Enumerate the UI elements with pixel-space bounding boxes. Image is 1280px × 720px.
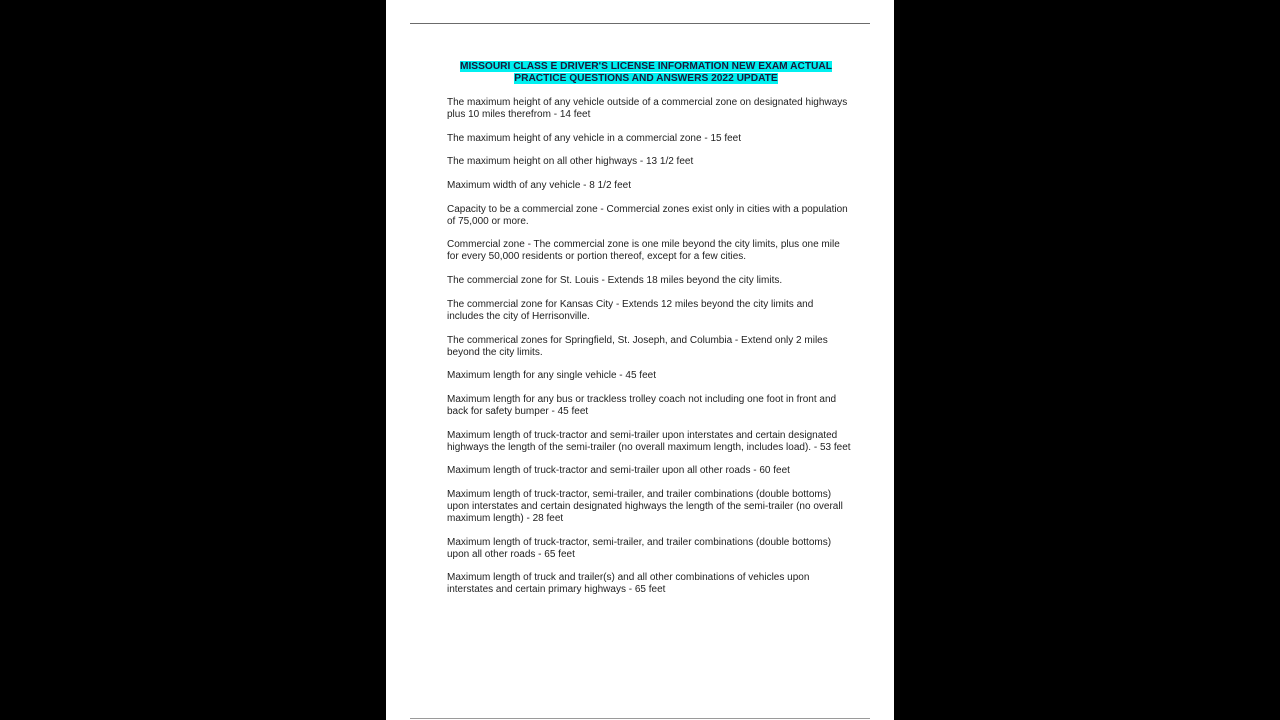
qa-item: Maximum length of truck-tractor and semi-trailer upon all other roads - 60 feet	[447, 465, 790, 477]
footer-divider	[410, 718, 870, 719]
qa-item: Commercial zone - The commercial zone is one mile beyond the city limits, plus one mile for every 50,000 residents or portion thereof, except for a few cities.	[447, 239, 840, 263]
title-line-1: MISSOURI CLASS E DRIVER'S LICENSE INFORMATION NEW EXAM ACTUAL	[459, 61, 832, 72]
qa-item: Maximum length of truck-tractor, semi-trailer, and trailer combinations (double bottoms) upon all other roads - 65 feet	[447, 536, 832, 560]
qa-item: The commercial zone for Kansas City - Extends 12 miles beyond the city limits and includes the city of Herrisonville.	[447, 298, 814, 322]
qa-item: The maximum height of any vehicle in a commercial zone - 15 feet	[447, 132, 742, 144]
qa-item: The maximum height on all other highways - 13 1/2 feet	[447, 156, 694, 168]
qa-item: The maximum height of any vehicle outside of a commercial zone on designated highways plus 10 miles therefrom - 14 feet	[447, 97, 848, 120]
title-line-2: PRACTICE QUESTIONS AND ANSWERS 2022 UPDATE	[514, 73, 778, 84]
document-page	[386, 0, 894, 720]
qa-item: Maximum length of truck-tractor and semi-trailer upon interstates and certain designated highways the length of the semi-trailer (no overall maximum length, includes load). - 53 feet	[447, 429, 851, 453]
qa-item: Maximum length of truck and trailer(s) and all other combinations of vehicles upon interstates and certain primary highways - 65 feet	[447, 572, 810, 596]
qa-item: Maximum length of truck-tractor, semi-trailer, and trailer combinations (double bottoms) upon interstates and certain designated highways the length of the semi-trailer (no overall maximum length) - 28 feet	[447, 488, 843, 524]
header-divider	[410, 23, 870, 24]
qa-item: The commercial zone for St. Louis - Extends 18 miles beyond the city limits.	[447, 275, 783, 287]
qa-item: Maximum length for any bus or trackless trolley coach not including one foot in front and back for safety bumper - 45 feet	[447, 393, 837, 417]
qa-item: The commerical zones for Springfield, St. Joseph, and Columbia - Extend only 2 miles beyond the city limits.	[447, 334, 828, 358]
qa-item: Capacity to be a commercial zone - Commercial zones exist only in cities with a population of 75,000 or more.	[447, 203, 848, 227]
qa-item: Maximum width of any vehicle - 8 1/2 feet	[447, 180, 631, 192]
qa-list	[447, 97, 851, 608]
qa-item: Maximum length for any single vehicle - 45 feet	[447, 370, 656, 382]
document-title	[446, 61, 846, 85]
